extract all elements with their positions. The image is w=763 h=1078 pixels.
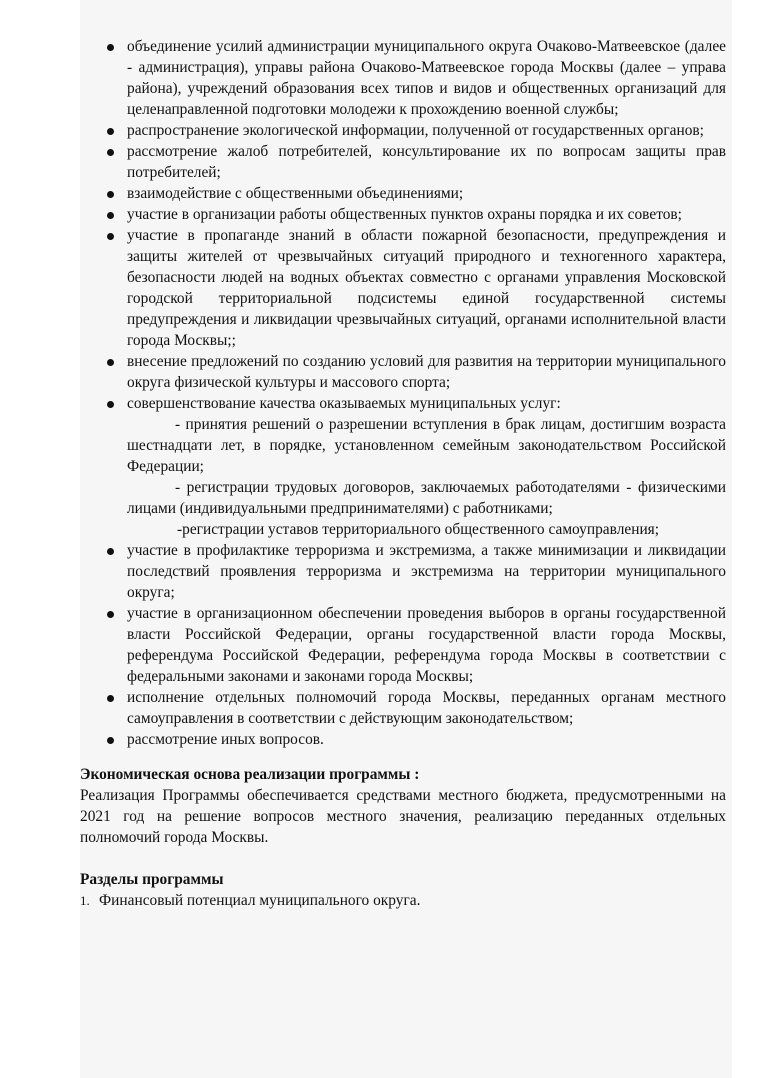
list-item: участие в организационном обеспечении проведения выборов в органы государственной власти Российской Федерации, органы государственной власти города Москвы, референдума Российской Федерации, референдума города Москвы в соответствии с федеральными законами и законами города Москвы; (80, 603, 726, 687)
sub-item: -регистрации уставов территориального общественного самоуправления; (177, 521, 660, 538)
bullet-icon (107, 191, 114, 198)
numbered-item (80, 890, 726, 911)
item-text: Финансовый потенциал муниципального округа. (99, 892, 421, 909)
list-item: взаимодействие с общественными объединениями; (80, 183, 726, 204)
list-item: исполнение отдельных полномочий города Москвы, переданных органам местного самоуправления в соответствии с действующим законодательством; (80, 687, 726, 729)
list-item: объединение усилий администрации муниципального округа Очаково-Матвеевское (далее - администрация), управы района Очаково-Матвеевское города Москвы (далее – управа района), учреждений образования всех типов и видов и общественных организаций для целенаправленной подготовки молодежи к прохождению военной службы; (80, 36, 726, 120)
bullet-icon (107, 44, 114, 51)
bullet-list (80, 540, 726, 750)
bullet-icon (107, 611, 114, 618)
list-item: участие в пропаганде знаний в области пожарной безопасности, предупреждения и защиты жителей от чрезвычайных ситуаций природного и техногенного характера, безопасности людей на водных объектах совместно с органами управления Московской городской территориальной подсистемы единой государственной системы предупреждения и ликвидации чрезвычайных ситуаций, органами исполнительной власти города Москвы;; (80, 225, 726, 351)
list-item: рассмотрение иных вопросов. (80, 729, 726, 750)
list-item: распространение экологической информации, полученной от государственных органов; (80, 120, 726, 141)
list-item: участие в профилактике терроризма и экстремизма, а также минимизации и ликвидации последствий проявления терроризма и экстремизма на территории муниципального округа; (80, 540, 726, 603)
sub-item: - регистрации трудовых договоров, заключаемых работодателями - физическими лицами (индивидуальными предпринимателями) с работниками; (127, 479, 726, 517)
bullet-icon (107, 401, 114, 408)
bullet-icon (107, 233, 114, 240)
bullet-list (80, 36, 726, 414)
item-number: 1. (80, 893, 90, 908)
bullet-icon (107, 359, 114, 366)
economic-paragraph: Реализация Программы обеспечивается средствами местного бюджета, предусмотренными на 2021 год на решение вопросов местного значения, реализацию переданных отдельных полномочий города Москвы. (80, 787, 726, 846)
economic-heading: Экономическая основа реализации программы : (80, 766, 420, 783)
list-item: участие в организации работы общественных пунктов охраны порядка и их советов; (80, 204, 726, 225)
bullet-icon (107, 212, 114, 219)
bullet-icon (107, 548, 114, 555)
bullet-icon (107, 149, 114, 156)
list-item: рассмотрение жалоб потребителей, консультирование их по вопросам защиты прав потребителей; (80, 141, 726, 183)
document-body (80, 36, 726, 911)
sub-item: - принятия решений о разрешении вступления в брак лицам, достигшим возраста шестнадцати лет, в порядке, установленном семейным законодательством Российской Федерации; (127, 416, 726, 475)
bullet-icon (107, 737, 114, 744)
list-item: внесение предложений по созданию условий для развития на территории муниципального округа физической культуры и массового спорта; (80, 351, 726, 393)
bullet-icon (107, 695, 114, 702)
bullet-icon (107, 128, 114, 135)
list-item: совершенствование качества оказываемых муниципальных услуг: (80, 393, 726, 414)
sections-heading: Разделы программы (80, 871, 224, 888)
